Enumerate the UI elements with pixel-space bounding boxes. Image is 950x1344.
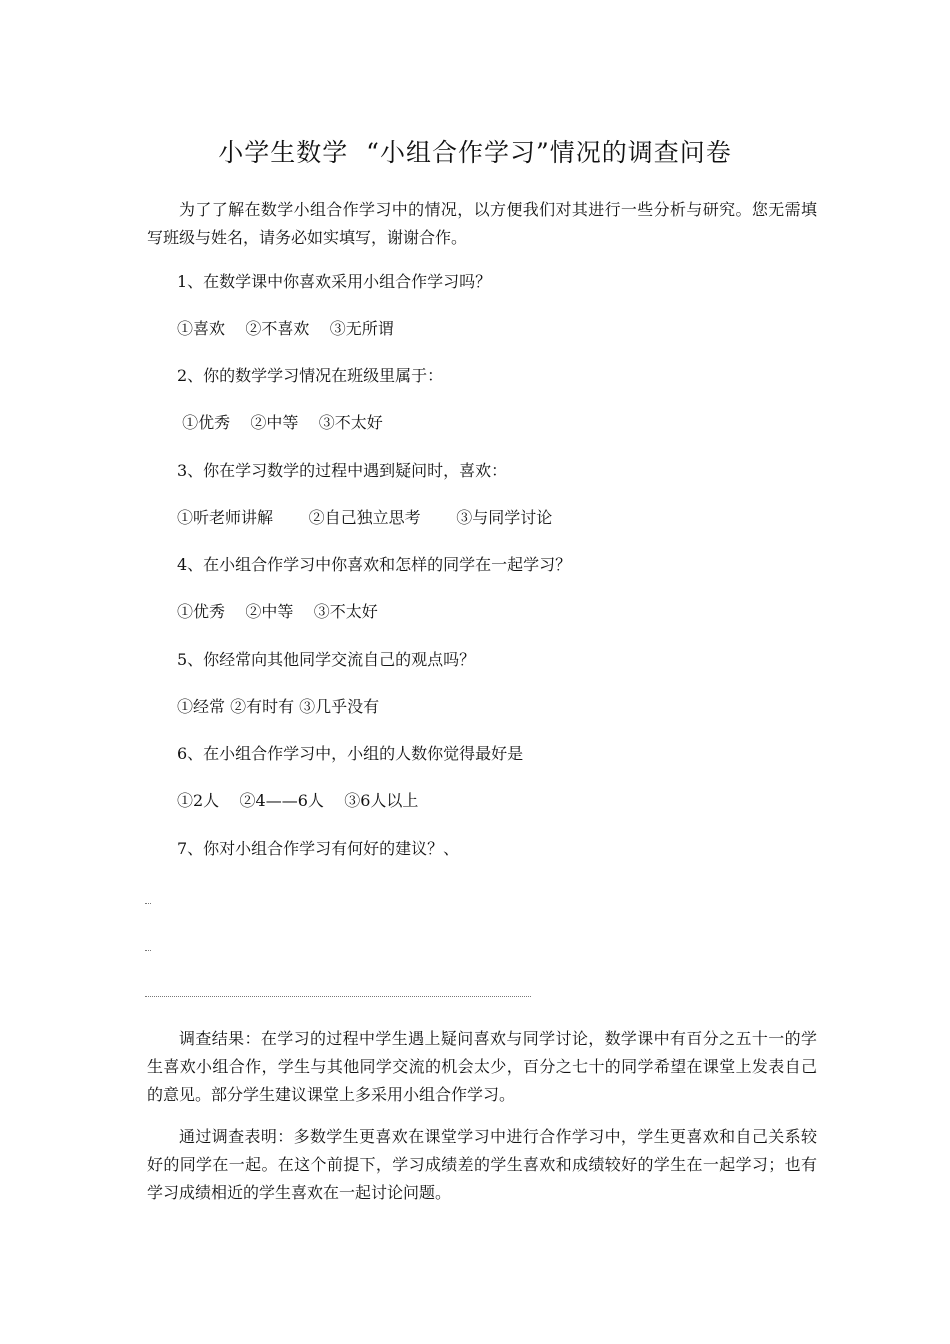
question-4-text: 4、在小组合作学习中你喜欢和怎样的同学在一起学习？ [177, 555, 572, 574]
question-4-options: ①优秀 ②中等 ③不太好 [177, 602, 378, 621]
question-1-text: 1、在数学课中你喜欢采用小组合作学习吗？ [177, 272, 492, 291]
question-3-options: ①听老师讲解 ②自己独立思考 ③与同学讨论 [177, 508, 553, 527]
answer-blank-line-2 [145, 950, 151, 951]
question-2-text: 2、你的数学学习情况在班级里属于： [177, 366, 444, 385]
intro-paragraph: 为了了解在数学小组合作学习中的情况，以方便我们对其进行一些分析与研究。您无需填写班级与姓名，请务必如实填写，谢谢合作。 [147, 200, 817, 247]
question-2-options: ①优秀 ②中等 ③不太好 [177, 413, 383, 432]
answer-blank-line-1 [145, 903, 151, 904]
question-6-options: ①2人 ②4——6人 ③6人以上 [177, 791, 419, 810]
survey-result-paragraph: 调查结果：在学习的过程中学生遇上疑问喜欢与同学讨论，数学课中有百分之五十一的学生喜欢小组合作，学生与其他同学交流的机会太少，百分之七十的同学希望在课堂上发表自己的意见。部分学生建议课堂上多采用小组合作学习。 [147, 1029, 817, 1104]
question-5-options: ①经常 ②有时有 ③几乎没有 [177, 697, 380, 716]
question-6-text: 6、在小组合作学习中，小组的人数你觉得最好是 [177, 744, 524, 763]
answer-blank-line-3 [145, 996, 531, 997]
question-1-options: ①喜欢 ②不喜欢 ③无所谓 [177, 319, 394, 338]
question-3-text: 3、你在学习数学的过程中遇到疑问时，喜欢： [177, 461, 508, 480]
question-5-text: 5、你经常向其他同学交流自己的观点吗？ [177, 650, 476, 669]
conclusion-paragraph: 通过调查表明：多数学生更喜欢在课堂学习中进行合作学习中，学生更喜欢和自己关系较好的同学在一起。在这个前提下，学习成绩差的学生喜欢和成绩较好的学生在一起学习；也有学习成绩相近的学生喜欢在一起讨论问题。 [147, 1127, 817, 1202]
question-7-text: 7、你对小组合作学习有何好的建议？、 [177, 839, 460, 858]
document-title: 小学生数学 “小组合作学习”情况的调查问卷 [218, 138, 732, 167]
